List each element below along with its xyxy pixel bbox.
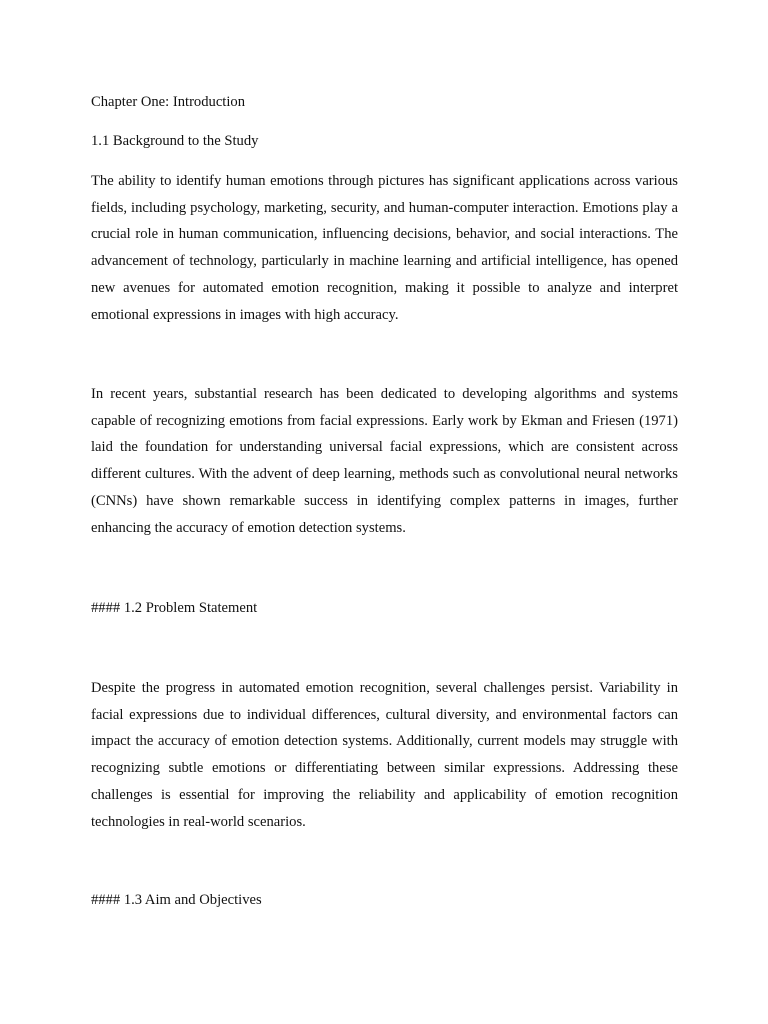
section-heading-background: 1.1 Background to the Study [91, 133, 259, 149]
paragraph-background-1: The ability to identify human emotions through pictures has significant applications across various fields, including psychology, marketing, security, and human-computer interaction. Emotions play a crucial role in human communication, influencing decisions, behavior, and social interactions. The advancement of technology, particularly in machine learning and artificial intelligence, has opened new avenues for automated emotion recognition, making it possible to analyze and interpret emotional expressions in images with high accuracy. [91, 173, 678, 323]
paragraph-background-2: In recent years, substantial research has been dedicated to developing algorithms and systems capable of recognizing emotions from facial expressions. Early work by Ekman and Friesen (1971) laid the foundation for understanding universal facial expressions, which are consistent across different cultures. With the advent of deep learning, methods such as convolutional neural networks (CNNs) have shown remarkable success in identifying complex patterns in images, further enhancing the accuracy of emotion detection systems. [91, 386, 678, 536]
section-heading-aim-objectives: #### 1.3 Aim and Objectives [91, 892, 262, 908]
chapter-heading: Chapter One: Introduction [91, 94, 246, 110]
paragraph-problem-statement: Despite the progress in automated emotion recognition, several challenges persist. Variability in facial expressions due to individual differences, cultural diversity, and environmental factors can impact the accuracy of emotion detection systems. Additionally, current models may struggle with recognizing subtle emotions or differentiating between similar expressions. Addressing these challenges is essential for improving the reliability and applicability of emotion recognition technologies in real-world scenarios. [91, 680, 678, 830]
section-heading-problem-statement: #### 1.2 Problem Statement [91, 600, 258, 616]
